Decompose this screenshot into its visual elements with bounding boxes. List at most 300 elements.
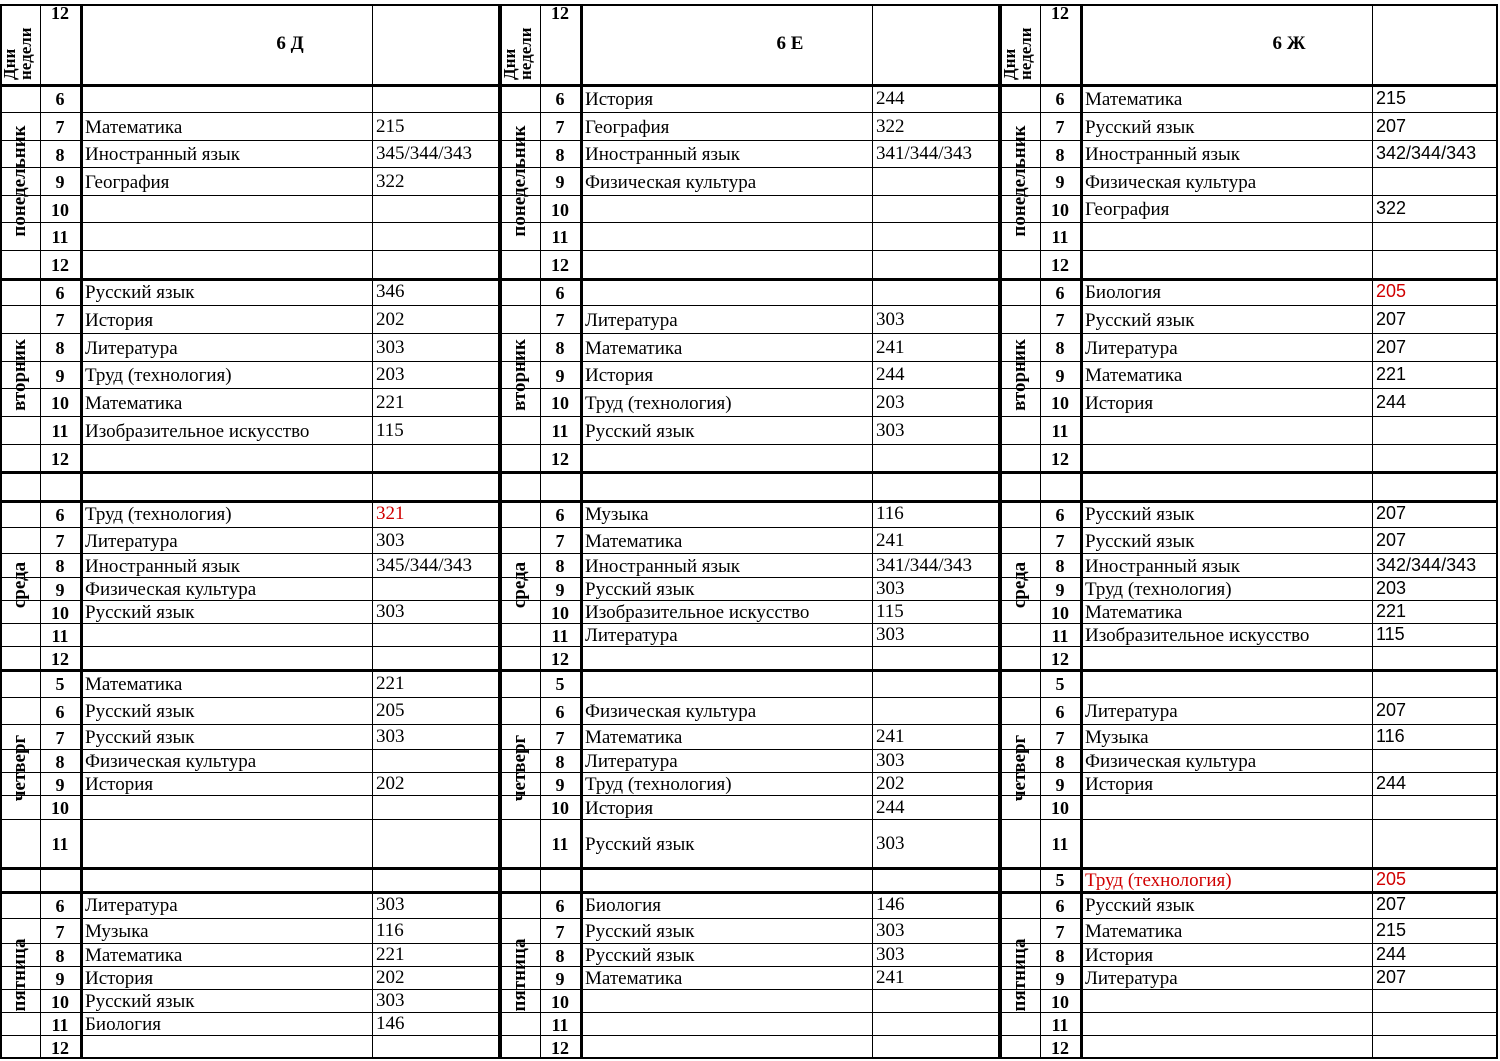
room-number: 115 [376,419,404,441]
lesson-number: 10 [551,602,569,623]
row-line [500,553,1000,554]
lesson-number: 11 [1051,421,1069,441]
subject-name: Литература [1085,968,1178,989]
lesson-number: 6 [55,895,65,916]
subject-name: Русский язык [585,420,695,442]
subject-name: Русский язык [1085,309,1195,331]
row-line [500,819,1000,820]
row-line [500,278,1000,281]
day-label-cell [500,471,540,500]
room-number: 303 [376,894,405,915]
column-divider [372,4,373,1059]
row-line [1000,416,1498,417]
lesson-number: 10 [551,199,569,220]
lesson-number: 6 [555,701,565,722]
room-number: 207 [1376,967,1407,987]
class-title: 6 Ж [1272,33,1306,54]
lesson-number: 9 [555,774,565,795]
lesson-number: 9 [1055,365,1065,386]
row-line [1000,772,1498,773]
row-line [1000,724,1498,725]
room-number: 207 [1376,700,1407,720]
lesson-number: 9 [1055,968,1065,989]
row-line [500,646,1000,647]
lesson-number: 11 [1051,227,1069,247]
day-label-cell [1000,278,1040,471]
subject-name: Русский язык [85,602,195,623]
room-number: 342/344/343 [1376,554,1477,575]
room-number: 116 [376,920,404,941]
lesson-number: 10 [1051,991,1069,1012]
subject-name: Математика [585,530,683,552]
lesson-number: 11 [551,625,569,646]
room-number: 215 [376,115,405,137]
room-number: 244 [1376,944,1407,964]
day-label-cell [0,84,40,278]
subject-name: Русский язык [85,727,195,748]
subject-name: Русский язык [585,945,695,966]
subject-name: Иностранный язык [85,144,241,165]
row-line [0,444,500,445]
subject-name: Труд (технология) [85,504,232,525]
lesson-number: 10 [551,991,569,1012]
lesson-number: 11 [551,227,569,247]
day-label-cell [1000,500,1040,669]
row-line [500,749,1000,750]
row-line [0,697,500,698]
subject-name: Иностранный язык [585,144,741,165]
subject-name: Математика [85,116,183,138]
row-line [0,250,500,251]
row-line [500,250,1000,251]
subject-name: Русский язык [1085,895,1195,916]
row-line [0,305,500,306]
subject-name: Литература [585,309,678,331]
subject-name: История [585,365,654,386]
lesson-number: 7 [1055,310,1065,330]
day-label-cell [0,278,40,471]
room-number: 303 [876,832,905,854]
day-label: среда [1009,561,1030,608]
lesson-number: 12 [551,3,569,23]
subject-name: Физическая культура [585,171,757,193]
row-line [1000,795,1498,796]
lesson-number: 11 [51,625,69,646]
room-number: 322 [876,115,905,137]
room-number: 244 [876,87,905,109]
room-number: 241 [876,967,905,988]
row-line [500,1035,1000,1036]
lesson-number: 7 [55,117,65,137]
column-divider [580,4,583,1059]
lesson-number: 11 [51,227,69,247]
lesson-number: 8 [55,338,65,358]
row-line [1000,646,1498,647]
room-number: 221 [376,672,405,694]
subject-name: Музыка [1085,727,1149,748]
lesson-number: 6 [555,895,565,916]
room-number: 205 [1376,281,1407,301]
day-label-cell [0,669,40,867]
lesson-number: 11 [1051,834,1069,854]
lesson-number: 10 [51,991,69,1012]
room-number: 207 [1376,115,1407,136]
day-label: пятница [1009,938,1030,1012]
row-line [0,553,500,554]
day-label-cell [500,84,540,278]
room-number: 207 [1376,529,1407,550]
row-line [1000,388,1498,389]
lesson-number: 12 [51,448,69,469]
row-line [0,943,500,944]
subject-name: Математика [85,673,183,695]
row-line [1000,500,1498,503]
row-line [1000,749,1498,750]
subject-name: Русский язык [1085,504,1195,525]
lesson-number: 12 [1051,448,1069,469]
row-line [500,867,1000,870]
days-header [500,4,540,84]
row-line [0,167,500,168]
subject-name: Литература [1085,337,1178,359]
row-line [500,966,1000,967]
subject-name: География [1085,199,1170,220]
room-number: 241 [876,726,905,747]
subject-name: Математика [585,337,683,359]
day-label: пятница [9,938,30,1012]
subject-name: Биология [1085,282,1162,303]
room-number: 303 [876,920,905,941]
subject-name: Биология [585,895,662,916]
lesson-number: 11 [51,1014,69,1035]
row-line [500,623,1000,624]
room-number: 345/344/343 [376,554,473,576]
row-line [500,416,1000,417]
row-line [1000,918,1498,919]
row-line [1000,1012,1498,1013]
row-line [1000,167,1498,168]
subject-name: Русский язык [85,282,195,303]
day-label: среда [9,561,30,608]
day-label: вторник [9,338,30,411]
lesson-number: 6 [1055,701,1065,722]
class-panel-6d [0,4,500,1059]
room-number: 303 [876,944,905,965]
row-line [500,697,1000,698]
class-panel-6zh [1000,4,1498,1059]
room-number: 346 [376,281,405,302]
lesson-number: 8 [555,338,565,358]
room-number: 207 [1376,336,1407,357]
room-number: 322 [376,170,405,192]
row-line [0,361,500,362]
lesson-number: 8 [1055,338,1065,358]
row-line [0,278,500,281]
room-number: 202 [376,308,405,330]
room-number: 146 [876,894,905,915]
subject-name: Русский язык [585,579,695,600]
row-line [0,966,500,967]
row-line [0,140,500,141]
room-number: 115 [876,601,904,622]
lesson-number: 7 [55,531,65,551]
lesson-number: 10 [51,393,69,413]
row-line [500,918,1000,919]
lesson-number: 7 [1055,531,1065,551]
room-number: 202 [376,967,405,988]
day-label-cell [500,867,540,891]
row-line [500,795,1000,796]
room-number: 207 [1376,894,1407,914]
row-line [1000,943,1498,944]
room-number: 221 [376,391,405,413]
days-header-label: Дни недели [1000,27,1035,80]
lesson-number: 7 [55,727,65,748]
lesson-number: 9 [55,774,65,795]
row-line [1000,444,1498,445]
lesson-number: 10 [551,798,569,818]
room-number: 244 [876,796,905,818]
lesson-number: 12 [51,255,69,275]
subject-name: Труд (технология) [585,774,732,795]
lesson-number: 12 [1051,1038,1069,1058]
subject-name: Русский язык [585,921,695,942]
lesson-number: 6 [55,504,65,525]
room-number: 303 [876,750,905,771]
lesson-number: 9 [1055,774,1065,795]
day-label-cell [0,891,40,1059]
row-line [0,527,500,528]
class-title: 6 Д [276,33,304,54]
room-number: 341/344/343 [876,143,973,164]
lesson-number: 8 [1055,945,1065,966]
room-number: 303 [876,308,905,330]
row-line [1000,278,1498,281]
row-line [0,195,500,196]
room-number: 303 [376,990,405,1011]
lesson-number: 8 [1055,556,1065,576]
room-number: 241 [876,336,905,358]
row-line [0,795,500,796]
row-line [500,333,1000,334]
subject-name: Литература [85,530,178,552]
room-number: 342/344/343 [1376,143,1477,163]
row-line [1000,361,1498,362]
lesson-number: 11 [51,834,69,854]
lesson-number: 8 [1055,144,1065,165]
column-divider [1080,4,1083,1059]
row-line [0,577,500,578]
lesson-number: 6 [55,89,65,109]
lesson-number: 8 [555,751,565,772]
lesson-number: 6 [1055,89,1065,109]
lesson-number: 11 [551,1014,569,1035]
row-line [1000,891,1498,894]
row-line [500,577,1000,578]
lesson-number: 9 [55,968,65,989]
lesson-number: 6 [55,701,65,722]
row-line [1000,623,1498,624]
row-line [1000,195,1498,196]
day-label-cell [0,500,40,669]
row-line [500,222,1000,223]
subject-name: Труд (технология) [1085,579,1232,600]
row-line [500,527,1000,528]
room-number: 322 [1376,198,1407,218]
subject-name: Музыка [85,921,149,942]
day-label-cell [1000,867,1040,891]
row-line [0,918,500,919]
row-line [500,724,1000,725]
row-line [500,167,1000,168]
day-label: вторник [509,338,530,411]
room-number: 241 [876,529,905,551]
day-label-cell [0,867,40,891]
row-line [1000,471,1498,474]
day-label: понедельник [509,125,530,237]
lesson-number: 5 [55,674,65,694]
row-line [0,669,500,672]
row-line [1000,577,1498,578]
room-number: 221 [376,944,405,965]
column-divider [1372,4,1373,1059]
row-line [500,891,1000,894]
subject-name: Русский язык [85,991,195,1012]
row-line [1000,250,1498,251]
lesson-number: 12 [1051,648,1069,669]
row-line [500,84,1000,87]
lesson-number: 11 [1051,625,1069,646]
lesson-number: 11 [551,834,569,854]
day-label-cell [500,669,540,867]
row-line [0,749,500,750]
row-line [1000,333,1498,334]
row-line [0,724,500,725]
subject-name: Русский язык [1085,116,1195,138]
subject-name: Литература [1085,701,1178,722]
lesson-number: 6 [55,282,65,303]
lesson-number: 10 [551,393,569,413]
row-line [500,140,1000,141]
room-number: 202 [376,773,405,794]
row-line [500,361,1000,362]
lesson-number: 7 [555,727,565,748]
row-line [500,471,1000,474]
subject-name: Физическая культура [1085,751,1257,772]
subject-name: История [1085,945,1154,966]
row-line [500,305,1000,306]
room-number: 321 [376,503,405,524]
class-panel-6e [500,4,1000,1059]
subject-name: История [85,309,154,331]
row-line [500,1012,1000,1013]
lesson-number: 12 [551,1038,569,1058]
row-line [1000,600,1498,601]
row-line [1000,84,1498,87]
lesson-number: 7 [1055,727,1065,748]
lesson-number: 12 [51,1038,69,1058]
day-label-cell [0,471,40,500]
row-line [1000,553,1498,554]
row-line [500,500,1000,503]
subject-name: Иностранный язык [85,555,241,577]
lesson-number: 8 [555,945,565,966]
room-number: 116 [876,503,904,524]
days-header-label: Дни недели [0,27,35,80]
row-line [0,500,500,503]
lesson-number: 7 [555,117,565,137]
subject-name: Математика [1085,602,1183,623]
subject-name: Изобразительное искусство [585,602,810,623]
row-line [0,819,500,820]
lesson-number: 10 [1051,199,1069,220]
row-line [500,195,1000,196]
subject-name: География [85,171,170,193]
subject-name: История [585,797,654,819]
lesson-number: 9 [1055,579,1065,600]
row-line [500,989,1000,990]
day-label-cell [500,500,540,669]
lesson-number: 9 [1055,172,1065,192]
lesson-number: 6 [555,89,565,109]
subject-name: Иностранный язык [585,555,741,577]
lesson-number: 8 [55,751,65,772]
lesson-number: 7 [1055,117,1065,137]
room-number: 203 [1376,578,1407,598]
row-line [0,388,500,389]
subject-name: Математика [1085,921,1183,942]
room-number: 205 [376,700,405,721]
class-title: 6 Е [776,33,804,54]
lesson-number: 12 [51,648,69,669]
day-label: понедельник [1009,125,1030,237]
row-line [0,772,500,773]
room-number: 202 [876,773,905,794]
lesson-number: 6 [1055,282,1065,303]
lesson-number: 7 [55,310,65,330]
subject-name: Музыка [585,504,649,525]
day-label-cell [1000,891,1040,1059]
subject-name: Математика [585,727,683,748]
room-number: 303 [876,419,905,441]
room-number: 345/344/343 [376,143,473,164]
room-number: 215 [1376,920,1407,940]
lesson-number: 9 [55,172,65,192]
row-line [500,669,1000,672]
subject-name: Литература [85,895,178,916]
subject-name: История [85,774,154,795]
row-line [0,600,500,601]
lesson-number: 9 [555,172,565,192]
room-number: 244 [1376,773,1407,793]
row-line [500,943,1000,944]
subject-name: Изобразительное искусство [85,420,310,442]
lesson-number: 11 [1051,1014,1069,1035]
lesson-number: 12 [1051,255,1069,275]
room-number: 303 [376,336,405,358]
lesson-number: 8 [55,556,65,576]
row-line [500,112,1000,113]
lesson-number: 11 [51,421,69,441]
lesson-number: 11 [551,421,569,441]
lesson-number: 12 [551,448,569,469]
row-line [1000,697,1498,698]
lesson-number: 9 [555,579,565,600]
day-label-cell [500,891,540,1059]
lesson-number: 10 [51,199,69,220]
row-line [0,1035,500,1036]
lesson-number: 7 [1055,921,1065,942]
